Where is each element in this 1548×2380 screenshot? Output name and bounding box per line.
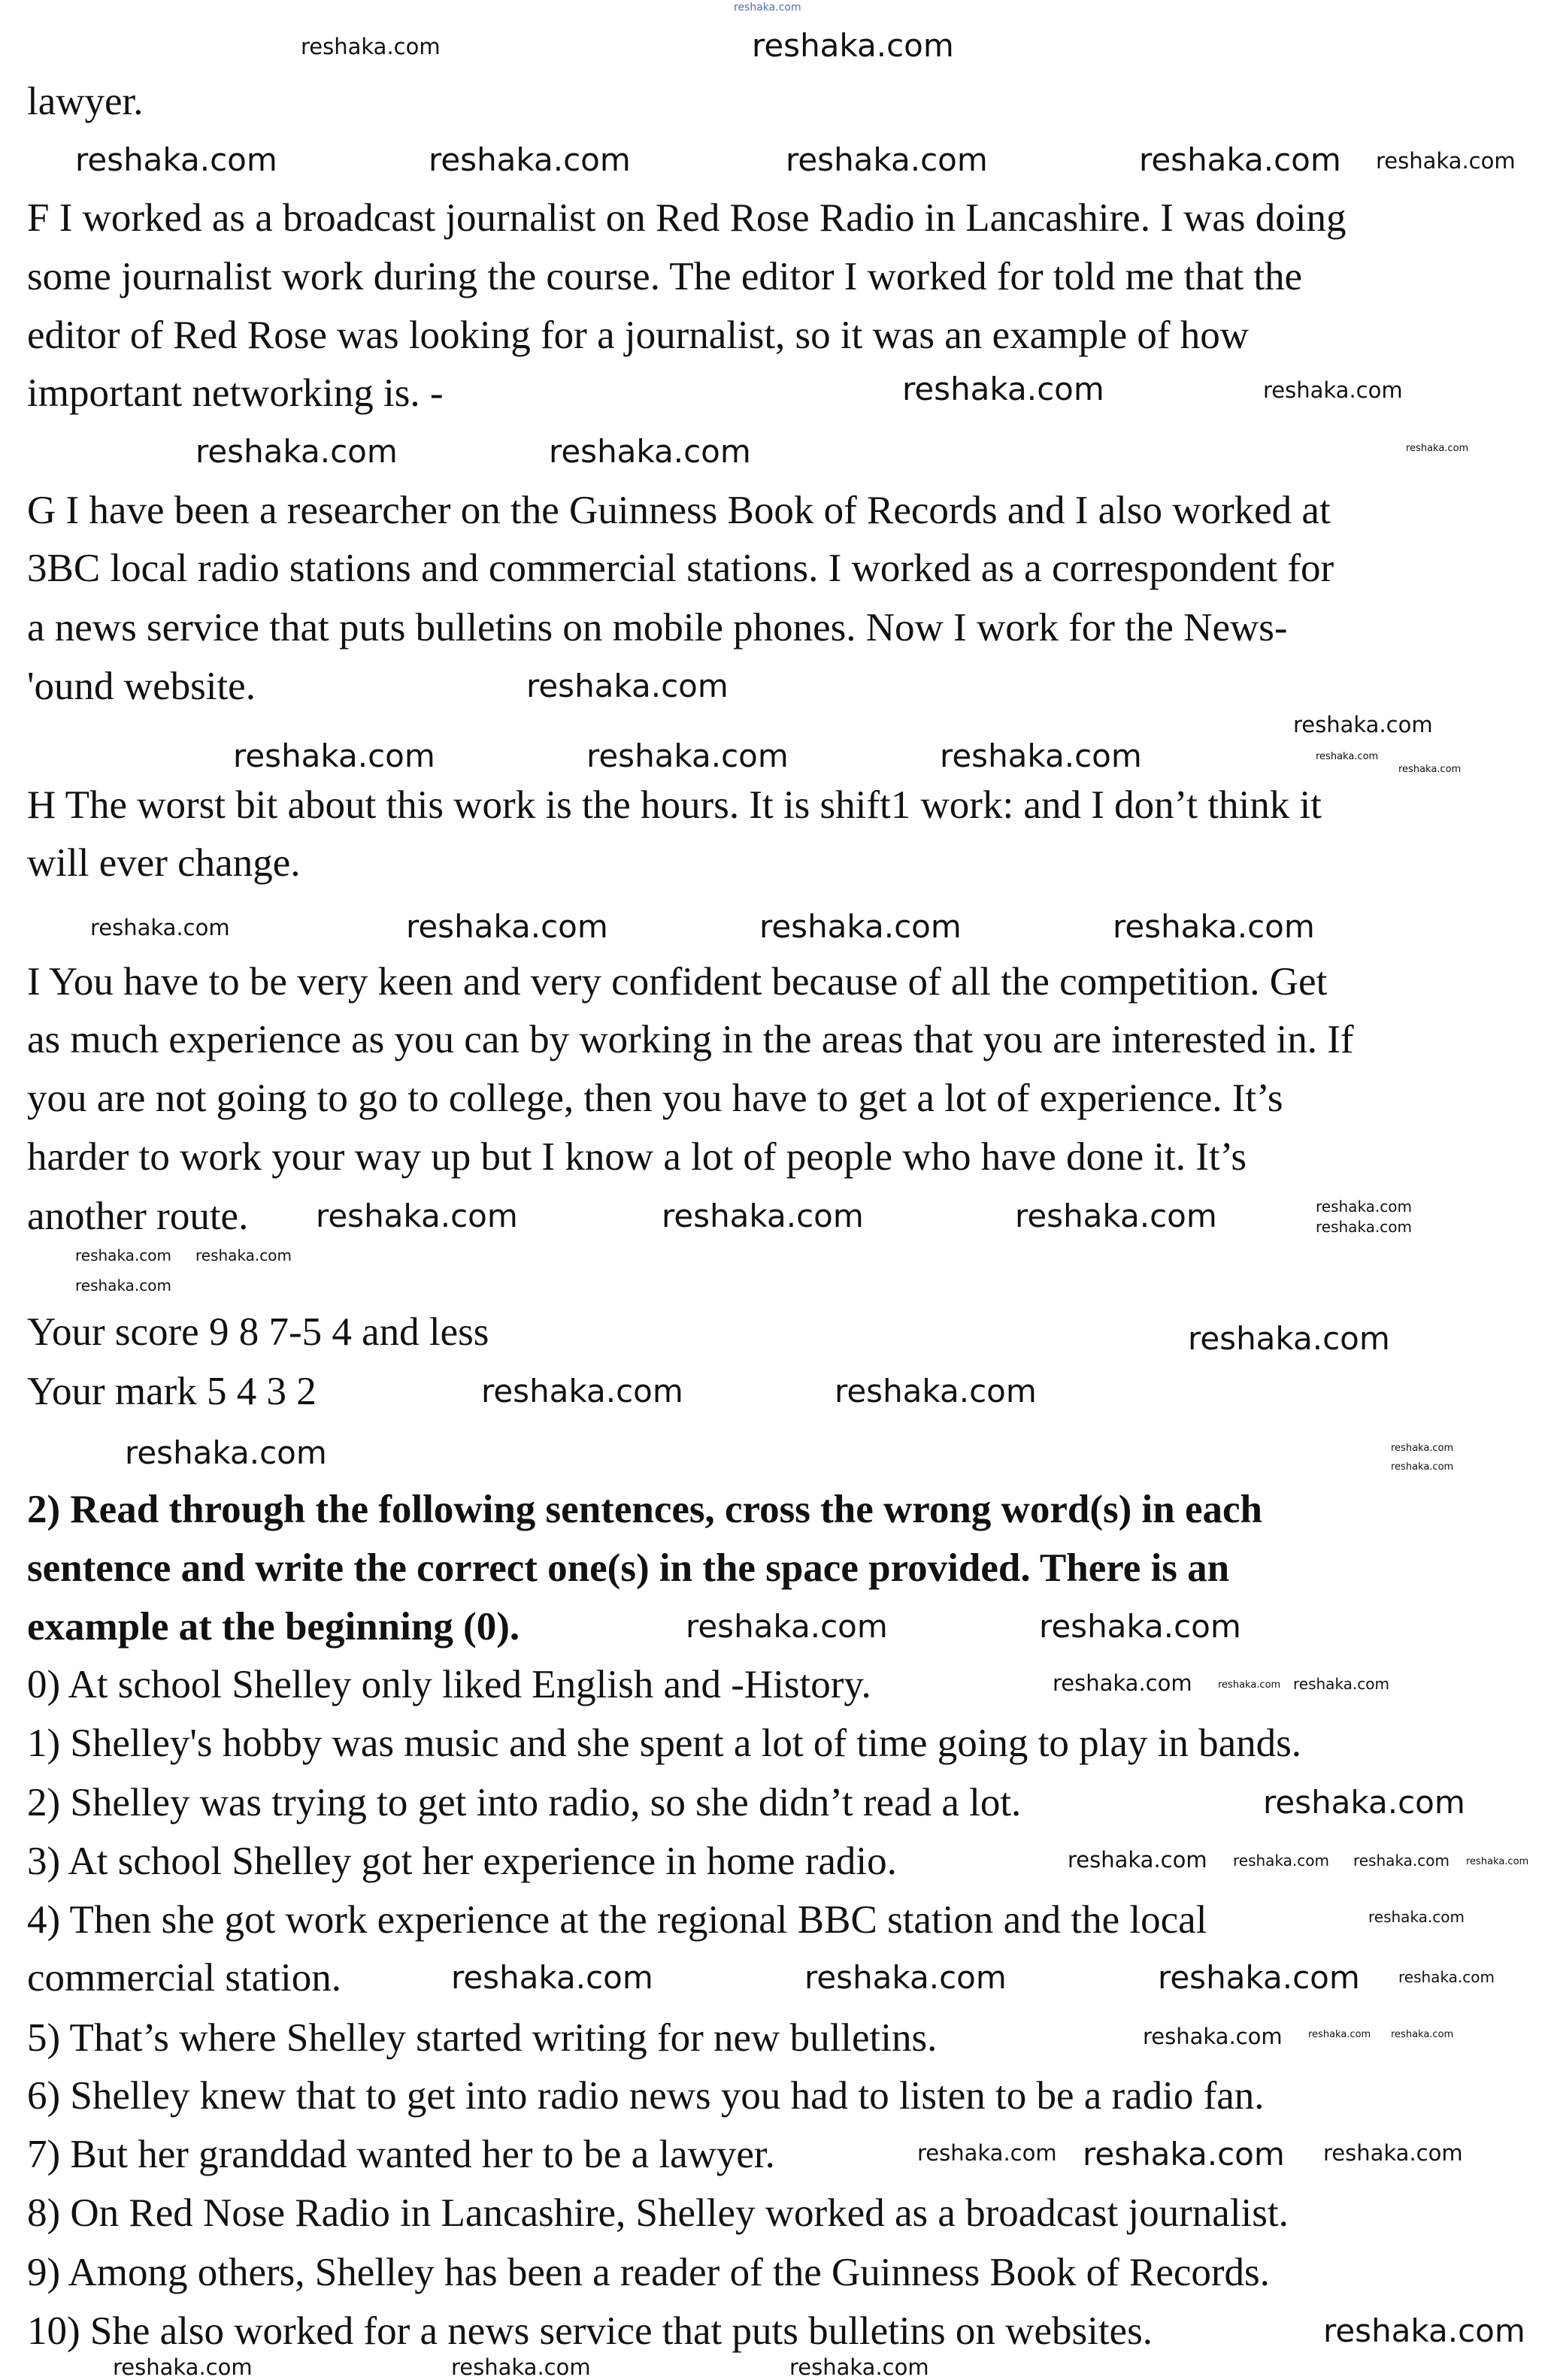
task-heading: example at the beginning (0). bbox=[27, 1605, 520, 1649]
task-item: 4) Then she got work experience at the regional BBC station and the local bbox=[27, 1898, 1207, 1942]
watermark-text: reshaka.com bbox=[917, 2140, 1057, 2166]
watermark-text: reshaka.com bbox=[1323, 2312, 1525, 2349]
watermark-text: reshaka.com bbox=[786, 141, 988, 178]
task-heading: sentence and write the correct one(s) in the space provided. There is an bbox=[27, 1546, 1230, 1590]
watermark-text: reshaka.com bbox=[1316, 1198, 1412, 1216]
watermark-text: reshaka.com bbox=[75, 141, 277, 178]
watermark-text: reshaka.com bbox=[662, 1198, 864, 1234]
text-line: another route. bbox=[27, 1195, 249, 1238]
watermark-text: reshaka.com bbox=[75, 1246, 171, 1264]
watermark-text: reshaka.com bbox=[1466, 1856, 1529, 1867]
watermark-text: reshaka.com bbox=[789, 2354, 929, 2380]
watermark-text: reshaka.com bbox=[1218, 1679, 1281, 1691]
text-line: a news service that puts bulletins on mobile phones. Now I work for the News- bbox=[27, 606, 1288, 650]
watermark-text: reshaka.com bbox=[1316, 751, 1379, 762]
watermark-text: reshaka.com bbox=[686, 1608, 888, 1645]
task-item: 5) That’s where Shelley started writing for new bulletins. bbox=[27, 2016, 938, 2060]
task-item: 9) Among others, Shelley has been a reader of the Guinness Book of Records. bbox=[27, 2251, 1270, 2294]
watermark-text: reshaka.com bbox=[1406, 443, 1469, 454]
watermark-text: reshaka.com bbox=[804, 1959, 1007, 1996]
text-line: important networking is. - bbox=[27, 371, 444, 415]
task-item: 2) Shelley was trying to get into radio, so she didn’t read a lot. bbox=[27, 1781, 1022, 1824]
watermark-text: reshaka.com bbox=[1398, 764, 1462, 775]
watermark-text: reshaka.com bbox=[1293, 1675, 1389, 1693]
watermark-text: reshaka.com bbox=[1068, 1847, 1207, 1873]
watermark-text: reshaka.com bbox=[1368, 1908, 1465, 1926]
watermark-text: reshaka.com bbox=[316, 1198, 518, 1234]
text-line: some journalist work during the course. The editor I worked for told me that the bbox=[27, 255, 1303, 298]
watermark-text: reshaka.com bbox=[113, 2354, 253, 2380]
watermark-text: reshaka.com bbox=[549, 433, 751, 470]
watermark-text: reshaka.com bbox=[1053, 1670, 1192, 1696]
watermark-text: reshaka.com bbox=[90, 915, 230, 940]
watermark-text: reshaka.com bbox=[752, 27, 954, 64]
watermark-text: reshaka.com bbox=[1139, 141, 1341, 178]
task-item: 8) On Red Nose Radio in Lancashire, Shelley worked as a broadcast journalist. bbox=[27, 2191, 1289, 2235]
task-heading: 2) Read through the following sentences, cross the wrong word(s) in each bbox=[27, 1488, 1262, 1531]
score-line: Your score 9 8 7-5 4 and less bbox=[27, 1310, 489, 1354]
watermark-text: reshaka.com bbox=[1263, 377, 1403, 403]
watermark-text: reshaka.com bbox=[75, 1276, 171, 1294]
text-line: 3BC local radio stations and commercial stations. I worked as a correspondent for bbox=[27, 547, 1334, 590]
task-item: commercial station. bbox=[27, 1956, 341, 2000]
watermark-text: reshaka.com bbox=[451, 2354, 591, 2380]
watermark-text: reshaka.com bbox=[1391, 2029, 1454, 2040]
text-line: lawyer. bbox=[27, 80, 144, 123]
text-line: I You have to be very keen and very confident because of all the competition. Get bbox=[27, 960, 1328, 1004]
watermark-text: reshaka.com bbox=[1143, 2024, 1283, 2049]
watermark-text: reshaka.com bbox=[301, 34, 441, 59]
watermark-text: reshaka.com bbox=[481, 1373, 683, 1410]
watermark-text: reshaka.com bbox=[1376, 148, 1516, 174]
watermark-text: reshaka.com bbox=[1293, 712, 1433, 737]
watermark-text: reshaka.com bbox=[1353, 1852, 1450, 1870]
watermark-text: reshaka.com bbox=[835, 1373, 1037, 1410]
watermark-text: reshaka.com bbox=[1039, 1608, 1241, 1645]
watermark-text: reshaka.com bbox=[1263, 1784, 1465, 1821]
watermark-text: reshaka.com bbox=[586, 737, 789, 774]
watermark-text: reshaka.com bbox=[759, 908, 962, 945]
watermark-text: reshaka.com bbox=[1391, 1443, 1454, 1454]
watermark-text: reshaka.com bbox=[195, 1246, 292, 1264]
task-item: 3) At school Shelley got her experience in home radio. bbox=[27, 1840, 897, 1883]
watermark-text: reshaka.com bbox=[1158, 1959, 1360, 1996]
watermark-text: reshaka.com bbox=[1015, 1198, 1217, 1234]
mark-line: Your mark 5 4 3 2 bbox=[27, 1370, 317, 1413]
watermark-text: reshaka.com bbox=[1083, 2136, 1285, 2173]
text-line: G I have been a researcher on the Guinness Book of Records and I also worked at bbox=[27, 489, 1331, 532]
text-line: will ever change. bbox=[27, 841, 301, 885]
watermark-text: reshaka.com bbox=[1113, 908, 1315, 945]
text-line: you are not going to go to college, then you have to get a lot of experience. It’s bbox=[27, 1076, 1283, 1120]
watermark-text: reshaka.com bbox=[233, 737, 435, 774]
watermark-text: reshaka.com bbox=[195, 433, 398, 470]
watermark-text: reshaka.com bbox=[1316, 1218, 1412, 1236]
task-item: 1) Shelley's hobby was music and she spent a lot of time going to play in bands. bbox=[27, 1721, 1302, 1765]
watermark-text: reshaka.com bbox=[1391, 1461, 1454, 1473]
task-item: 7) But her granddad wanted her to be a lawyer. bbox=[27, 2133, 775, 2176]
watermark-text: reshaka.com bbox=[902, 371, 1104, 407]
watermark-text: reshaka.com bbox=[125, 1434, 327, 1471]
text-line: editor of Red Rose was looking for a journalist, so it was an example of how bbox=[27, 313, 1250, 357]
watermark-text: reshaka.com bbox=[1233, 1852, 1329, 1870]
watermark-text: reshaka.com bbox=[1308, 2029, 1371, 2040]
text-line: as much experience as you can by working in the areas that you are interested in. If bbox=[27, 1018, 1354, 1061]
watermark-text: reshaka.com bbox=[451, 1959, 653, 1996]
header-site-label: reshaka.com bbox=[734, 2, 801, 14]
watermark-text: reshaka.com bbox=[1323, 2140, 1463, 2166]
watermark-text: reshaka.com bbox=[406, 908, 608, 945]
watermark-text: reshaka.com bbox=[940, 737, 1142, 774]
task-item: 6) Shelley knew that to get into radio news you had to listen to be a radio fan. bbox=[27, 2074, 1265, 2118]
text-line: F I worked as a broadcast journalist on Red Rose Radio in Lancashire. I was doing bbox=[27, 196, 1347, 240]
text-line: H The worst bit about this work is the hours. It is shift1 work: and I don’t think it bbox=[27, 783, 1322, 827]
watermark-text: reshaka.com bbox=[526, 668, 729, 704]
watermark-text: reshaka.com bbox=[1188, 1320, 1390, 1357]
text-line: 'ound website. bbox=[27, 665, 256, 708]
task-item: 0) At school Shelley only liked English and -History. bbox=[27, 1663, 871, 1706]
watermark-text: reshaka.com bbox=[1398, 1968, 1495, 1986]
watermark-text: reshaka.com bbox=[429, 141, 631, 178]
task-item: 10) She also worked for a news service that puts bulletins on websites. bbox=[27, 2309, 1153, 2353]
text-line: harder to work your way up but I know a lot of people who have done it. It’s bbox=[27, 1135, 1247, 1179]
